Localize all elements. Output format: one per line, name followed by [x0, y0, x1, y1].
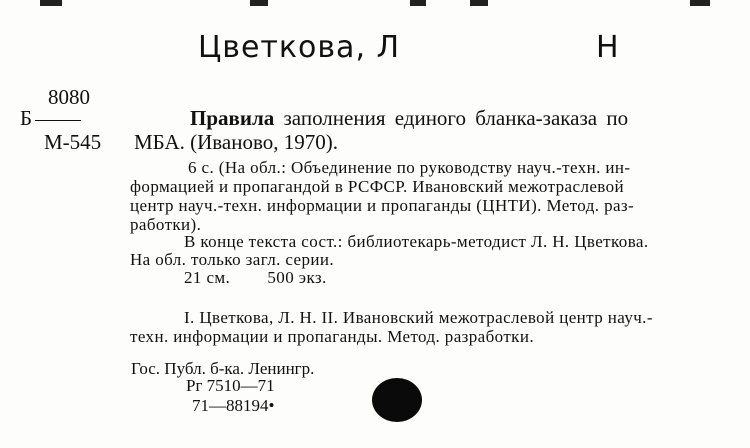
library-line: 71—88194• — [192, 396, 275, 415]
card-top-marks — [0, 0, 750, 10]
tracing-line: I. Цветкова, Л. Н. II. Ивановский межотраслевой центр науч.- — [184, 308, 653, 327]
shelf-m-mark: М-545 — [44, 130, 102, 154]
note-line: работки). — [130, 215, 202, 234]
handwritten-letter: Н — [596, 30, 619, 65]
note-line: 21 см. 500 экз. — [184, 268, 327, 287]
title-bold: Правила — [190, 106, 275, 130]
title-line — [190, 106, 628, 131]
handwritten-author-name: Цветкова, Л — [198, 30, 401, 65]
ink-blot — [372, 378, 422, 422]
library-line: Гос. Публ. б-ка. Ленингр. — [131, 359, 315, 378]
shelf-b-letter: Б — [20, 106, 33, 130]
shelf-b-mark — [20, 106, 81, 131]
note-line: формацией и пропагандой в РСФСР. Ивановский межотраслевой — [130, 177, 624, 196]
publication-line: МБА. (Иваново, 1970). — [134, 130, 338, 154]
tracing-line: техн. информации и пропаганды. Метод. разработки. — [130, 327, 534, 346]
note-line: На обл. только загл. серии. — [130, 250, 335, 269]
note-line: центр науч.-техн. информации и пропаганды (ЦНТИ). Метод. раз- — [130, 196, 635, 215]
library-line: Рг 7510—71 — [186, 376, 275, 395]
note-line: 6 с. (На обл.: Объединение по руководству науч.-техн. ин- — [188, 158, 631, 177]
shelf-number: 8080 — [48, 85, 90, 109]
note-line: В конце текста сост.: библиотекарь-методист Л. Н. Цветкова. — [184, 232, 649, 251]
title-rest: заполнения единого бланка-заказа по — [283, 106, 629, 130]
